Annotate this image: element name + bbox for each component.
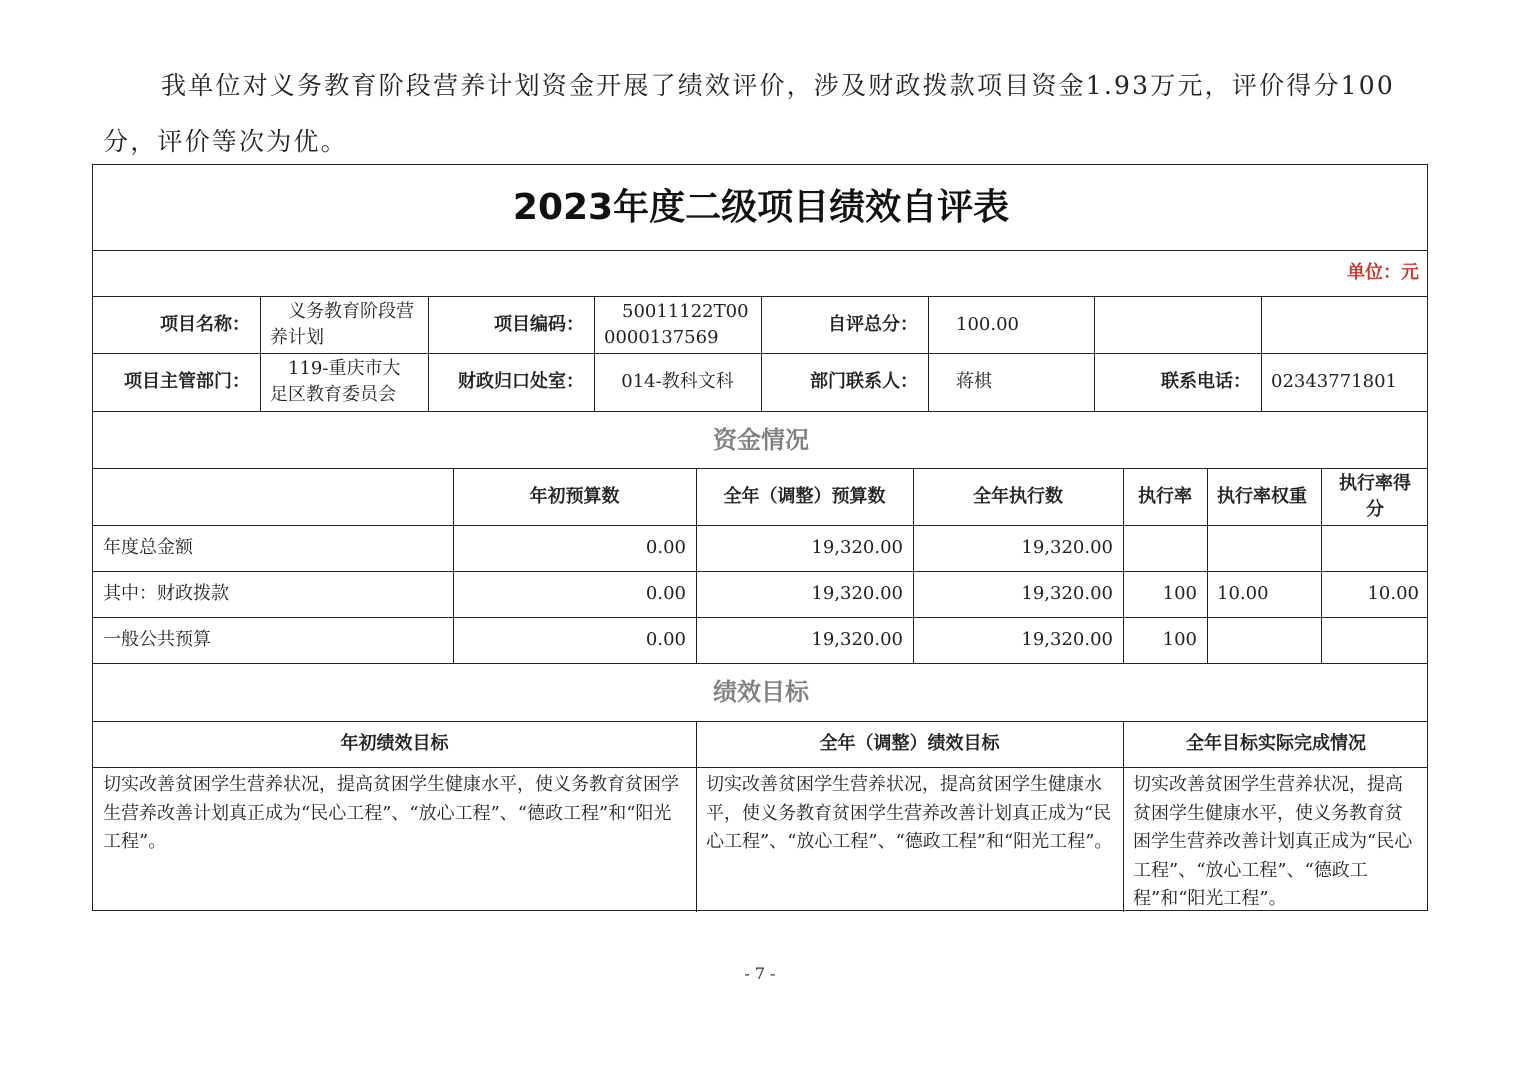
table-title: 2023年度二级项目绩效自评表 [512, 186, 1010, 228]
page-number: - 7 - [744, 964, 776, 983]
dept-label: 项目主管部门： [124, 371, 250, 392]
intro-text: 我单位对义务教育阶段营养计划资金开展了绩效评价，涉及财政拨款项目资金1.93万元，评价得分100分，评价等次为优。 [103, 71, 1395, 156]
project-code-label: 项目编码： [494, 313, 584, 335]
funds-row-label: 其中：财政拨款 [103, 583, 229, 604]
funds-cell: 19,320.00 [811, 583, 903, 604]
project-name-label: 项目名称： [160, 313, 250, 335]
phone-label: 联系电话： [1161, 371, 1251, 392]
funds-cell: 19,320.00 [1021, 583, 1113, 604]
funds-cell: 0.00 [645, 629, 686, 650]
phone-value: 02343771801 [1271, 371, 1397, 392]
intro-paragraph [103, 58, 1423, 170]
funds-cell: 100 [1162, 629, 1197, 650]
funds-cell: 19,320.00 [811, 537, 903, 558]
score-value: 100.00 [956, 313, 1019, 335]
funds-cell: 19,320.00 [1021, 537, 1113, 558]
finance-office-label: 财政归口处室： [458, 371, 584, 392]
funds-header: 全年（调整）预算数 [723, 485, 886, 507]
funds-cell: 19,320.00 [811, 629, 903, 650]
funds-header: 执行率得分 [1339, 472, 1411, 520]
goals-header: 全年目标实际完成情况 [1186, 733, 1366, 754]
funds-cell: 10.00 [1217, 583, 1269, 604]
funds-section-title: 资金情况 [713, 425, 809, 454]
contact-value: 蒋棋 [956, 371, 992, 392]
funds-header: 执行率 [1138, 485, 1192, 507]
contact-label: 部门联系人： [810, 371, 918, 392]
goal-actual-text: 切实改善贫困学生营养状况，提高贫困学生健康水平，使义务教育贫困学生营养改善计划真正成为“民心工程”、“放心工程”、“德政工程”和“阳光工程”。 [1133, 774, 1413, 909]
funds-cell: 100 [1162, 583, 1197, 604]
goals-header: 年初绩效目标 [340, 733, 449, 754]
goals-header: 全年（调整）绩效目标 [819, 733, 1000, 754]
funds-cell: 19,320.00 [1021, 629, 1113, 650]
project-code-value: 50011122T000000137569 [604, 300, 749, 348]
funds-header: 全年执行数 [973, 485, 1063, 507]
funds-cell: 0.00 [645, 583, 686, 604]
unit-label: 单位：元 [1347, 262, 1419, 283]
self-evaluation-table [92, 164, 1428, 911]
funds-header: 年初预算数 [529, 485, 620, 507]
finance-office-value: 014-教科文科 [621, 371, 734, 392]
funds-row-label: 一般公共预算 [103, 629, 211, 650]
goal-adjusted-text: 切实改善贫困学生营养状况，提高贫困学生健康水平，使义务教育贫困学生营养改善计划真正成为“民心工程”、“放心工程”、“德政工程”和“阳光工程”。 [706, 774, 1113, 852]
project-name-value: 义务教育阶段营养计划 [270, 300, 414, 348]
funds-row-label: 年度总金额 [103, 537, 193, 558]
funds-cell: 0.00 [645, 537, 686, 558]
goals-section-title: 绩效目标 [713, 678, 809, 706]
goal-initial-text: 切实改善贫困学生营养状况，提高贫困学生健康水平，使义务教育贫困学生营养改善计划真正成为“民心工程”、“放心工程”、“德政工程”和“阳光工程”。 [103, 774, 679, 852]
funds-header: 执行率权重 [1217, 485, 1307, 507]
score-label: 自评总分： [828, 313, 918, 335]
dept-value: 119-重庆市大足区教育委员会 [270, 358, 401, 405]
funds-cell: 10.00 [1367, 583, 1419, 604]
